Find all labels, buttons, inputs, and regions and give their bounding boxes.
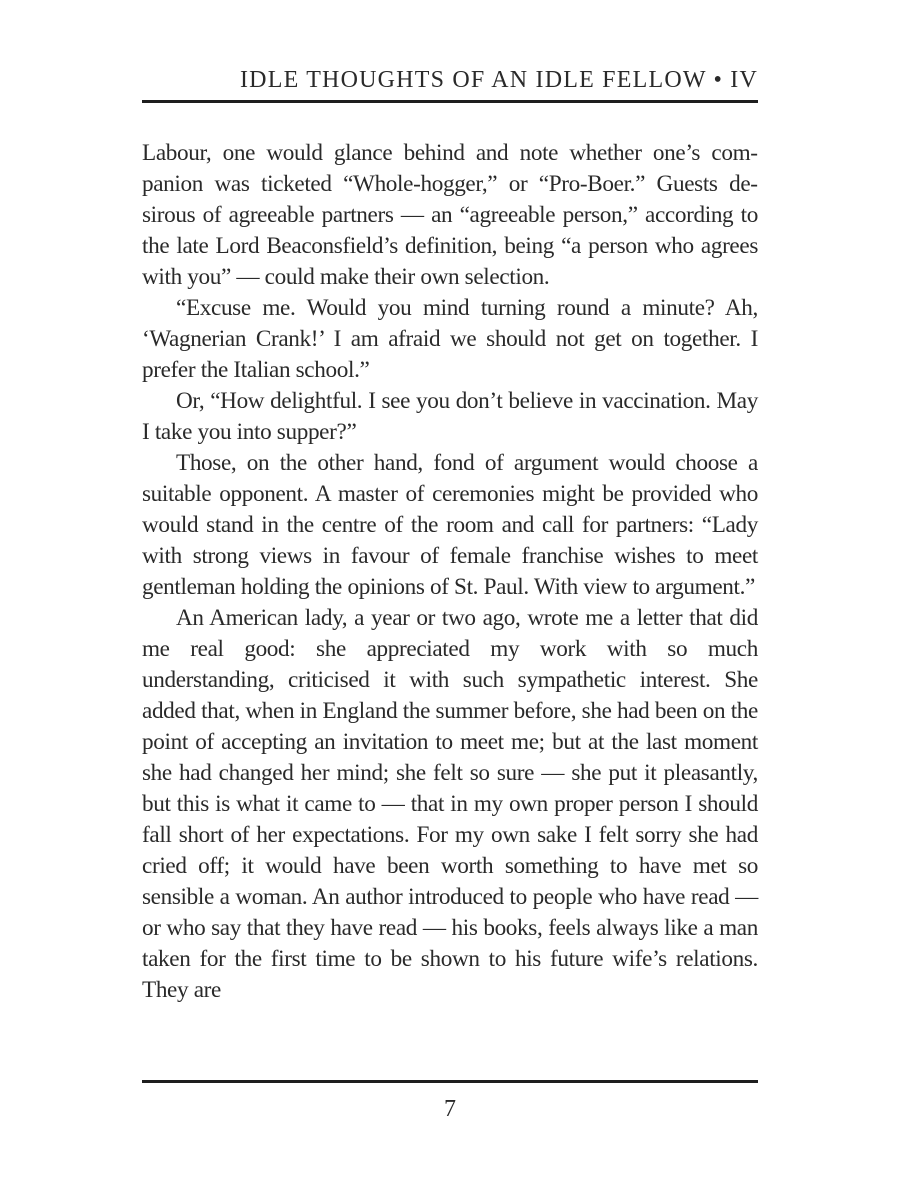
paragraph-1: Labour, one would glance behind and note whether one’s companion was ticketed “Whole-hogger,” or “Pro-Boer.” Guests desirous of agreeable partners — an “agreeable person,” according to the late Lord Beaconsfield’s definition, being “a person who agrees with you” — could make their own selection. <box>142 140 758 290</box>
footer-rule <box>142 1080 758 1083</box>
page-number: 7 <box>444 1096 456 1122</box>
paragraph-5: An American lady, a year or two ago, wrote me a letter that did me real good: she appreciated my work with so much understanding, criticised it with such sympathetic interest. She added that, when in England the summer before, she had been on the point of accepting an invitation to meet me; but at the last moment she had changed her mind; she felt so sure — she put it pleasantly, but this is what it came to — that in my own proper person I should fall short of her expectations. For my own sake I felt sorry she had cried off; it would have been worth something to have met so sensible a woman. An author introduced to people who have read — or who say that they have read — his books, feels always like a man taken for the first time to be shown to his future wife’s relations. They are <box>142 605 758 1003</box>
page-body <box>142 138 758 1006</box>
paragraph-3: Or, “How delightful. I see you don’t believe in vaccination. May I take you into supper?” <box>142 388 758 445</box>
header-rule <box>142 100 758 103</box>
running-head: IDLE THOUGHTS OF AN IDLE FELLOW • IV <box>239 67 758 93</box>
paragraph-2: “Excuse me. Would you mind turning round a minute? Ah, ‘Wagnerian Crank!’ I am afraid we should not get on together. I prefer the Italian school.” <box>142 295 758 383</box>
paragraph-4: Those, on the other hand, fond of argument would choose a suitable opponent. A master of ceremonies might be provided who would stand in the centre of the room and call for partners: “Lady with strong views in favour of female franchise wishes to meet gentleman holding the opinions of St. Paul. With view to argument.” <box>142 450 758 600</box>
